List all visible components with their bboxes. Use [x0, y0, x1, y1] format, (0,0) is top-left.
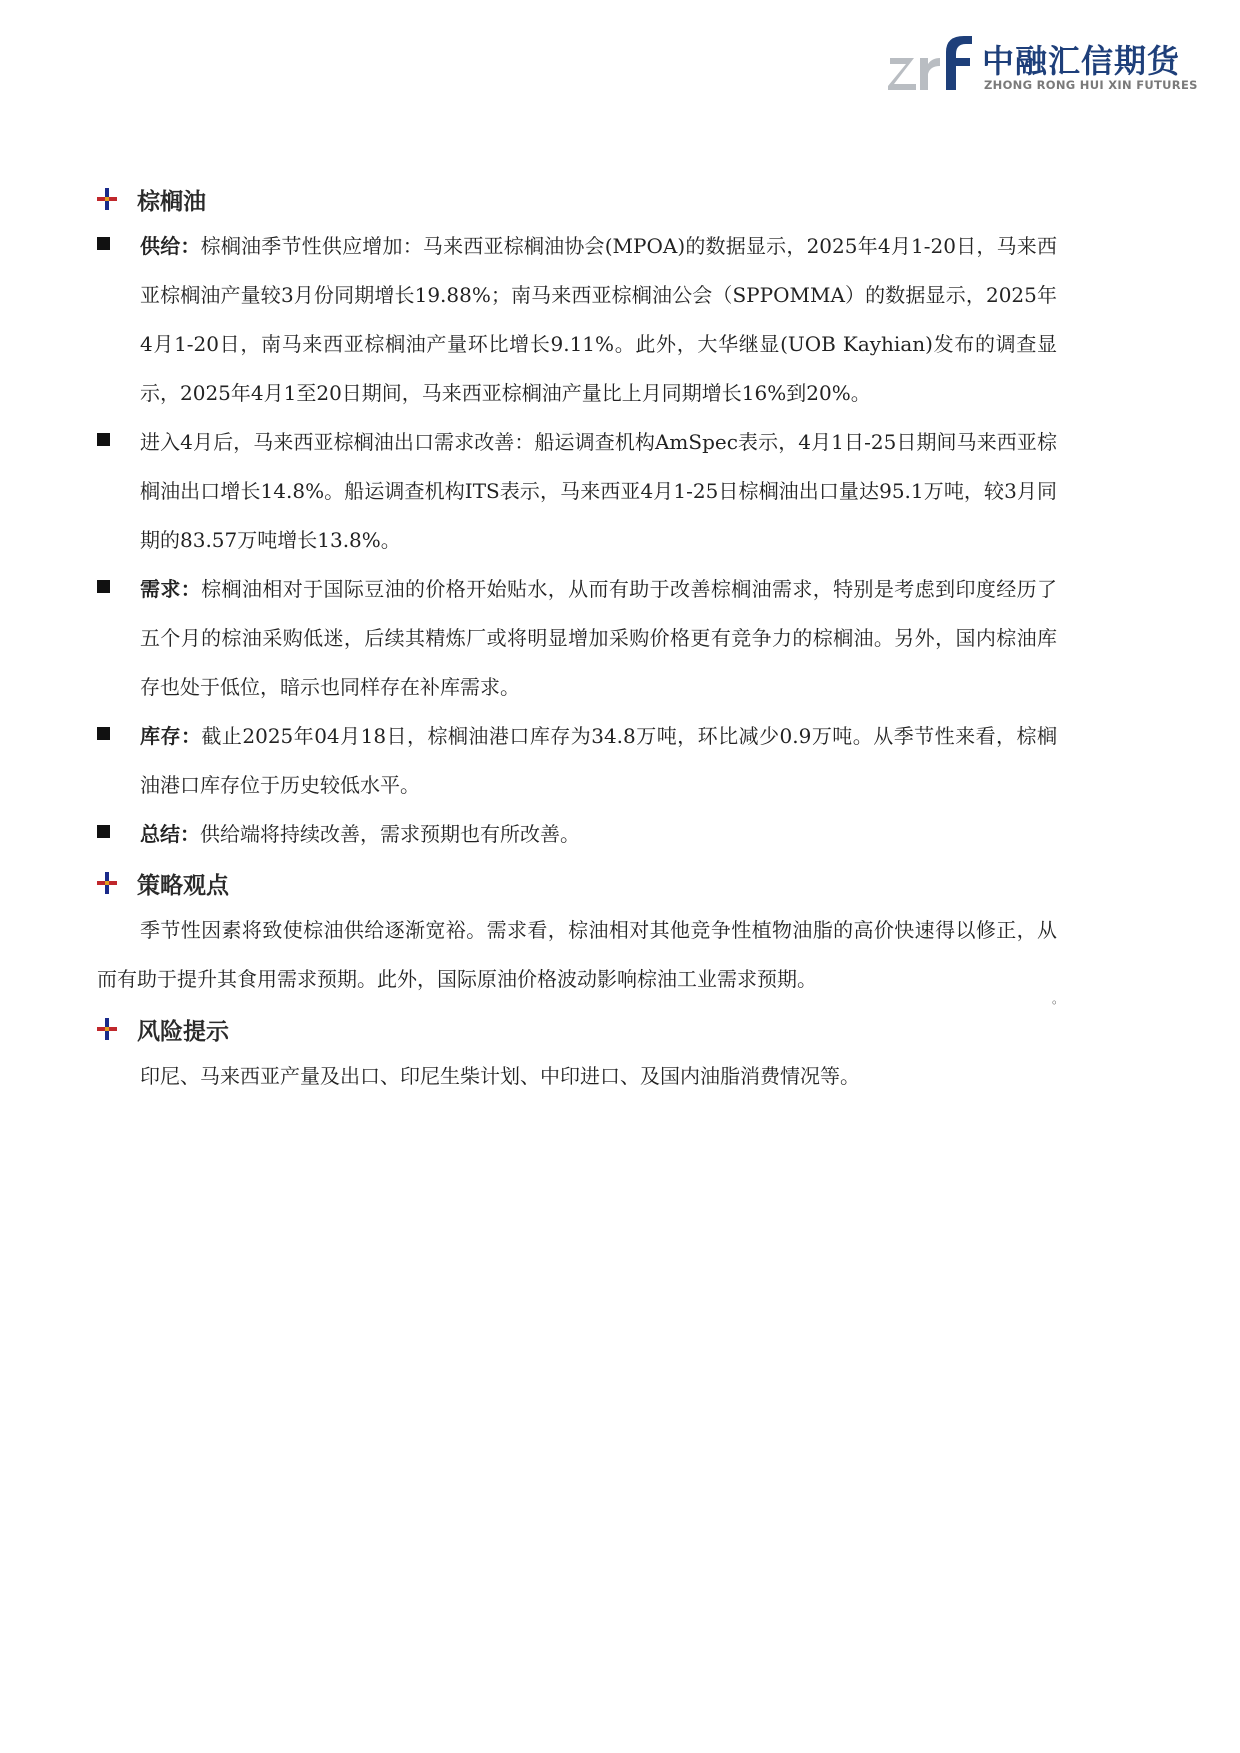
section-title: 风险提示	[137, 1018, 229, 1045]
square-bullet-icon	[97, 237, 110, 250]
strategy-paragraph: 季节性因素将致使棕油供给逐渐宽裕。需求看，棕油相对其他竞争性植物油脂的高价快速得以修正，从而有助于提升其食用需求预期。此外，国际原油价格波动影响棕油工业需求预期。	[97, 918, 1057, 991]
cross-bullet-icon	[97, 188, 117, 210]
section-heading-strategy	[97, 866, 229, 900]
stray-mark: 。	[1052, 992, 1065, 1006]
bullet-demand	[97, 565, 1057, 712]
section-heading-risk	[97, 1012, 229, 1046]
bullet-body: 供给端将持续改善，需求预期也有所改善。	[200, 822, 580, 846]
cross-bullet-icon	[97, 872, 117, 894]
bullet-text	[140, 565, 1057, 712]
risk-paragraph: 印尼、马来西亚产量及出口、印尼生柴计划、中印进口、及国内油脂消费情况等。	[140, 1064, 860, 1088]
company-logo	[888, 30, 1198, 94]
section-title: 策略观点	[137, 872, 229, 899]
square-bullet-icon	[97, 580, 110, 593]
bullet-label: 库存：	[140, 724, 202, 748]
section-title: 棕榈油	[137, 188, 206, 215]
bullet-inventory	[97, 712, 1057, 810]
bullet-label: 供给：	[140, 234, 201, 258]
square-bullet-icon	[97, 727, 110, 740]
bullet-body: 进入4月后，马来西亚棕榈油出口需求改善：船运调查机构AmSpec表示，4月1日-25日期间马来西亚棕榈油出口增长14.8%。船运调查机构ITS表示，马来西亚4月1-25日棕榈油出口量达95.1万吨，较3月同期的83.57万吨增长13.8%。	[140, 430, 1057, 552]
bullet-text	[140, 418, 1057, 565]
logo-english-name: ZHONG RONG HUI XIN FUTURES	[984, 78, 1198, 92]
zrf-logo-mark	[888, 30, 978, 92]
bullet-export	[97, 418, 1057, 565]
square-bullet-icon	[97, 825, 110, 838]
square-bullet-icon	[97, 433, 110, 446]
bullet-body: 棕榈油相对于国际豆油的价格开始贴水，从而有助于改善棕榈油需求，特别是考虑到印度经历了五个月的棕油采购低迷，后续其精炼厂或将明显增加采购价格更有竞争力的棕榈油。另外，国内棕油库存也处于低位，暗示也同样存在补库需求。	[140, 577, 1058, 699]
bullet-label: 需求：	[140, 577, 202, 601]
bullet-label: 总结：	[140, 822, 200, 846]
section-heading-palm-oil	[97, 182, 206, 216]
bullet-body: 棕榈油季节性供应增加：马来西亚棕榈油协会(MPOA)的数据显示，2025年4月1-20日，马来西亚棕榈油产量较3月份同期增长19.88%；南马来西亚棕榈油公会（SPPOMMA）的数据显示，2025年4月1-20日，南马来西亚棕榈油产量环比增长9.11%。此外，大华继显(UOB Kayhian)发布的调查显示，2025年4月1至20日期间，马来西亚棕榈油产量比上月同期增长16%到20%。	[140, 234, 1058, 405]
bullet-supply	[97, 222, 1057, 418]
bullet-text	[140, 810, 1057, 859]
logo-chinese-name: 中融汇信期货	[982, 42, 1181, 80]
bullet-body: 截止2025年04月18日，棕榈油港口库存为34.8万吨，环比减少0.9万吨。从季节性来看，棕榈油港口库存位于历史较低水平。	[140, 724, 1058, 797]
cross-bullet-icon	[97, 1018, 117, 1040]
bullet-summary	[97, 810, 1057, 859]
bullet-text	[140, 712, 1057, 810]
bullet-text	[140, 222, 1057, 418]
